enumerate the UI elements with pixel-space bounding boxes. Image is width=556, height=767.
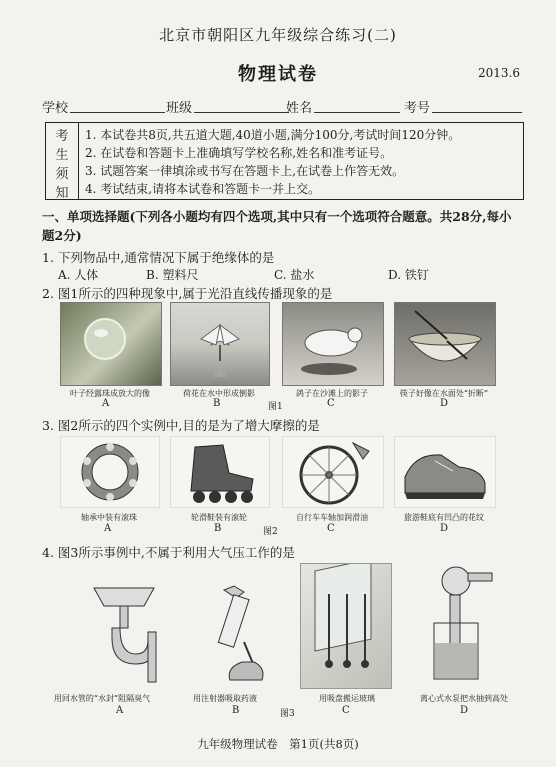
figure-3-label: 图3: [280, 709, 295, 719]
figure-1-letter-a: A: [102, 398, 110, 409]
page-footer: 九年级物理试卷 第1页(共8页): [197, 737, 359, 751]
figure-1-letter-d: D: [440, 398, 449, 409]
section-heading: 一、单项选择题(下列各小题均有四个选项,其中只有一个选项符合题意。共28分,每小题2分): [42, 209, 512, 243]
figure-2-letter-b: B: [214, 523, 222, 534]
notice-item: 2. 在试卷和答题卡上准确填写学校名称,姓名和准考证号。: [85, 146, 393, 160]
figure-1-caption-d: 筷子好像在水面处“折断”: [399, 389, 489, 398]
question-3-stem: 3. 图2所示的四个实例中,目的是为了增大摩擦的是: [42, 418, 320, 433]
notice-item: 4. 考试结束,请将本试卷和答题卡一并上交。: [85, 182, 321, 196]
syringe-image: [196, 580, 280, 684]
notice-label-char: 生: [55, 148, 69, 163]
suction-cup-glass-image: [300, 563, 392, 689]
notice-label-char: 知: [55, 186, 69, 201]
figure-1-letter-c: C: [327, 398, 335, 409]
figure-2-caption-d: 旅游鞋底有凹凸的花纹: [404, 513, 484, 522]
subject-title: 物理试卷: [238, 64, 318, 85]
figure-2-letter-a: A: [104, 523, 112, 534]
figure-2-caption-a: 轴承中装有滚珠: [81, 513, 137, 522]
figure-3-caption-b: 用注射器吸取药液: [193, 694, 257, 703]
question-1-stem: 1. 下列物品中,通常情况下属于绝缘体的是: [42, 250, 275, 265]
class-label: 班级: [166, 101, 193, 116]
figure-3-letter-c: C: [342, 705, 350, 716]
figure-1-letter-b: B: [213, 398, 221, 409]
figure-2-label: 图2: [263, 527, 278, 537]
notice-item: 3. 试题答案一律填涂或书写在答题卡上,在试卷上作答无效。: [85, 164, 405, 178]
exam-date: 2013.6: [478, 66, 520, 80]
figure-2-caption-c: 自行车车轴加润滑油: [296, 513, 368, 522]
figure-1-caption-a: 叶子经露珠成放大的像: [70, 389, 150, 398]
notice-item: 1. 本试卷共8页,共五道大题,40道小题,满分100分,考试时间120分钟。: [85, 128, 461, 142]
centrifugal-pump-image: [420, 563, 500, 687]
exam-title: 北京市朝阳区九年级综合练习(二): [159, 26, 397, 44]
figure-1-label: 图1: [268, 402, 283, 412]
figure-3-caption-d: 离心式水泵把水抽到高处: [420, 694, 508, 703]
figure-2-letter-d: D: [440, 523, 449, 534]
question-4-stem: 4. 图3所示事例中,不属于利用大气压工作的是: [42, 545, 295, 560]
option-a: A. 人体: [58, 268, 99, 282]
notice-label-char: 须: [55, 167, 69, 182]
question-2-stem: 2. 图1所示的四种现象中,属于光沿直线传播现象的是: [42, 286, 333, 301]
figure-2-letter-c: C: [327, 523, 335, 534]
figure-1-caption-b: 荷花在水中形成倒影: [183, 389, 255, 398]
exam-number-label: 考号: [404, 101, 431, 116]
figure-3-letter-a: A: [116, 705, 124, 716]
figure-1-caption-c: 鸽子在沙滩上的影子: [296, 389, 368, 398]
option-d: D. 铁钉: [388, 268, 429, 282]
school-label: 学校: [42, 101, 69, 116]
notice-label-char: 考: [55, 129, 69, 144]
option-b: B. 塑料尺: [146, 268, 199, 282]
figure-3-caption-a: 用回水管的“水封”阻隔臭气: [53, 694, 151, 703]
figure-2-caption-b: 轮滑鞋装有滚轮: [191, 513, 247, 522]
figure-3-caption-c: 用吸盘搬运玻璃: [319, 694, 375, 703]
sink-drain-trap-image: [86, 580, 162, 684]
figure-3-letter-d: D: [460, 705, 469, 716]
option-c: C. 盐水: [274, 268, 315, 282]
name-label: 姓名: [286, 101, 313, 116]
figure-3-letter-b: B: [232, 705, 240, 716]
